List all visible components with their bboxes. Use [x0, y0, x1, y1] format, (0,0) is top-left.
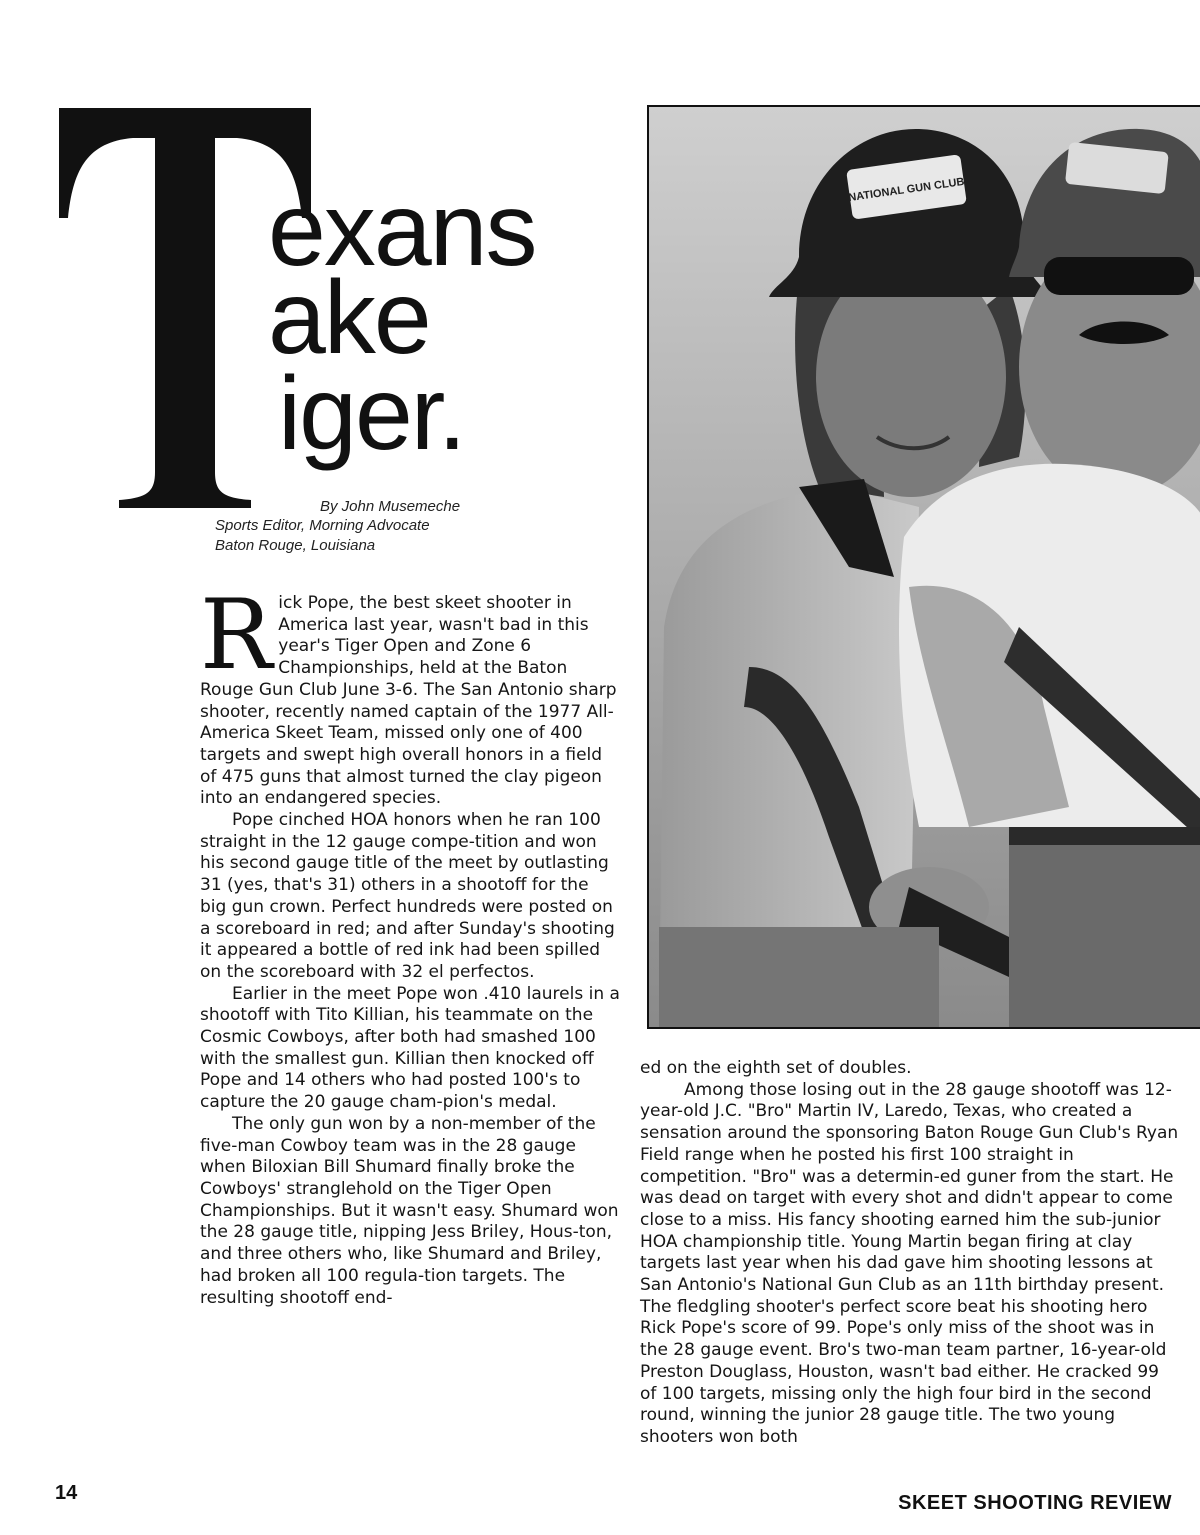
photo-illustration [649, 107, 1200, 1029]
magazine-name: SKEET SHOOTING REVIEW [898, 1492, 1172, 1514]
article-column-right [640, 1058, 1180, 1449]
drop-cap: R [200, 579, 273, 691]
article-paragraph-5: ed on the eighth set of doubles. [640, 1058, 912, 1078]
photo-sunglasses [1044, 257, 1194, 295]
article-column-left [200, 579, 620, 1309]
article-paragraph-6: Among those losing out in the 28 gauge shootoff was 12-year-old J.C. "Bro" Martin IV, Laredo, Texas, who created a sensation around the sponsoring Baton Rouge Gun Club's Ryan Field range when he posted his first 100 straight in competition. "Bro" was a determin-ed guner from the start. He was dead on target with every shot and didn't appear to come close to a miss. His fancy shooting earned him the sub-junior HOA championship title. Young Martin began firing at clay targets last year when his dad gave him shooting lessons at San Antonio's National Gun Club as an 11th birthday present. The fledgling shooter's perfect score beat his shooting hero Rick Pope's score of 99. Pope's only miss of the shoot was in the 28 gauge event. Bro's two-man team partner, 16-year-old Preston Douglass, Houston, wasn't bad either. He cracked 99 of 100 targets, missing only the high four bird in the second round, winning the junior 28 gauge title. The two young shooters won both [640, 1079, 1179, 1447]
article-paragraph-1 [200, 579, 620, 810]
headline-line-2: ake [268, 260, 430, 376]
photo-hat-patch-left: NATIONAL GUN CLUB [847, 175, 966, 205]
headline-line-3 [278, 356, 465, 472]
article-paragraph-1-text: ick Pope, the best skeet shooter in America last year, wasn't bad in this year's Tiger Open and Zone 6 Championships, held at the Baton Rouge Gun Club June 3-6. The San Antonio sharp shooter, recently named captain of the 1977 All-America Skeet Team, missed only one of 400 targets and swept high overall honors in a field of 475 guns that almost turned the clay pigeon into an endangered species. [200, 593, 617, 809]
article-paragraph-3: Earlier in the meet Pope won .410 laurels in a shootoff with Tito Killian, his teammate on the Cosmic Cowboys, after both had smashed 100 with the smallest gun. Killian then knocked off Pope and 14 others who had posted 100's to capture the 20 gauge cham-pion's medal. [200, 983, 620, 1113]
byline-title: Sports Editor, Morning Advocate [215, 517, 430, 534]
headline-period: . [437, 356, 465, 472]
article-photo [647, 105, 1200, 1029]
byline-location: Baton Rouge, Louisiana [215, 537, 376, 554]
headline-line-3-text: iger [278, 356, 438, 472]
page-number: 14 [55, 1482, 78, 1504]
article-paragraph-4: The only gun won by a non-member of the five-man Cowboy team was in the 28 gauge when Biloxian Bill Shumard finally broke the Cowboys' stranglehold on the Tiger Open Championships. But it wasn't easy. Shumard won the 28 gauge title, nipping Jess Briley, Hous-ton, and three others who, like Shumard and Briley, had broken all 100 regula-tion targets. The resulting shootoff end- [200, 1113, 619, 1308]
headline-line-1: exans [268, 172, 536, 288]
byline-author: By John Musemeche [320, 498, 461, 515]
article-paragraph-2: Pope cinched HOA honors when he ran 100 straight in the 12 gauge compe-tition and won his second gauge title of the meet by outlasting 31 (yes, that's 31) others in a shootoff for the big gun crown. Perfect hundreds were posted on a scoreboard in red; and after Sunday's shooting it appeared a bottle of red ink had been spilled on the scoreboard with 32 el perfectos. [200, 810, 615, 982]
